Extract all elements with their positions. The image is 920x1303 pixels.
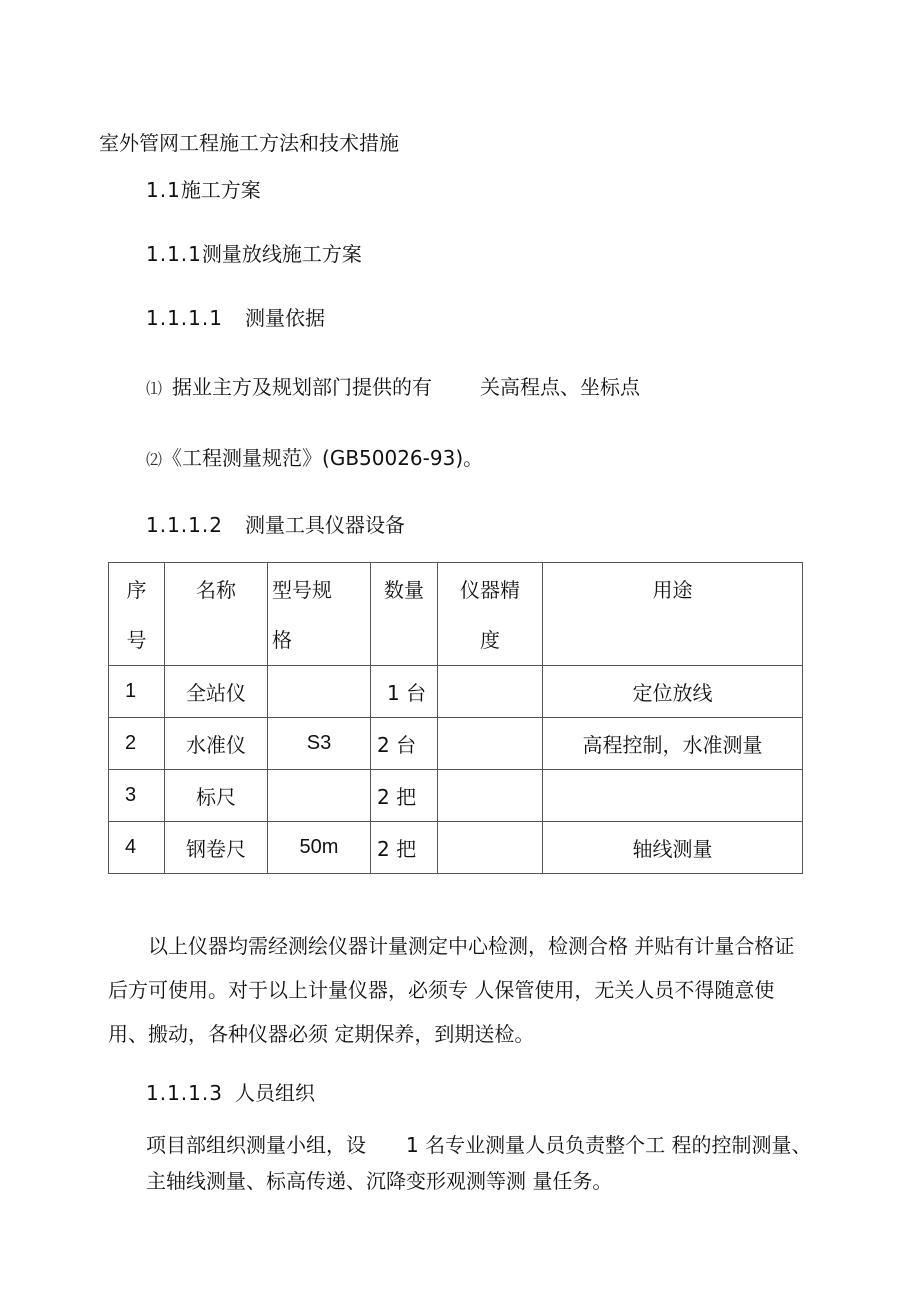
cell-name: 全站仪 — [165, 666, 268, 718]
item-text: 《工程测量规范》(GB50026-93)。 — [162, 446, 484, 470]
staff-organization-paragraph: 项目部组织测量小组，设 1 名专业测量人员负责整个工 程的控制测量、主轴线测量、标高传递、沉降变形观测等测 量任务。 — [146, 1133, 812, 1193]
header-precision: 仪器精 度 — [438, 563, 543, 666]
section-1-1-1-1-heading — [146, 304, 325, 332]
equipment-table — [108, 562, 803, 874]
section-1-1-1-heading — [146, 240, 362, 268]
cell-seq: 2 — [109, 718, 165, 770]
section-1-1-1-3-heading — [146, 1079, 315, 1107]
table-row — [109, 770, 803, 822]
section-title: 测量放线施工方案 — [201, 242, 362, 266]
basis-item-2 — [146, 444, 483, 474]
header-seq: 序 号 — [109, 563, 165, 666]
cell-usage: 轴线测量 — [543, 822, 803, 874]
cell-name: 水准仪 — [165, 718, 268, 770]
header-model: 型号规 格 — [268, 563, 371, 666]
item-text-part-a: 据业主方及规划部门提供的有 — [172, 375, 433, 399]
cell-model — [268, 666, 371, 718]
table-row — [109, 666, 803, 718]
cell-precision — [438, 718, 543, 770]
cell-usage — [543, 770, 803, 822]
cell-model: S3 — [268, 718, 371, 770]
section-number: 1.1 — [146, 178, 181, 202]
section-number: 1.1.1 — [146, 242, 202, 266]
item-index: ⑵ — [146, 450, 163, 469]
section-number: 1.1.1.3 — [146, 1081, 223, 1105]
cell-seq: 3 — [109, 770, 165, 822]
cell-qty: 2 台 — [371, 718, 438, 770]
cell-model: 50m — [268, 822, 371, 874]
document-title: 室外管网工程施工方法和技术措施 — [99, 131, 399, 155]
header-qty: 数量 — [371, 563, 438, 666]
item-text-part-b: 关高程点、坐标点 — [480, 375, 641, 399]
cell-qty: 2 把 — [371, 770, 438, 822]
table-header-row — [109, 563, 803, 666]
section-title: 施工方案 — [180, 178, 261, 202]
section-title: 测量工具仪器设备 — [244, 513, 405, 537]
header-name: 名称 — [165, 563, 268, 666]
section-title: 测量依据 — [244, 306, 325, 330]
cell-model — [268, 770, 371, 822]
section-number: 1.1.1.1 — [146, 306, 223, 330]
table-row — [109, 718, 803, 770]
instrument-note-paragraph: 以上仪器均需经测绘仪器计量测定中心检测，检测合格 并贴有计量合格证后方可使用。对于以上计量仪器，必须专 人保管使用，无关人员不得随意使用、搬动，各种仪器必须 定期保养，到期送检。 — [108, 934, 795, 1046]
cell-usage: 高程控制，水准测量 — [543, 718, 803, 770]
section-number: 1.1.1.2 — [146, 513, 223, 537]
cell-qty: 1 台 — [371, 666, 438, 718]
cell-precision — [438, 770, 543, 822]
cell-name: 钢卷尺 — [165, 822, 268, 874]
header-usage: 用途 — [543, 563, 803, 666]
cell-name: 标尺 — [165, 770, 268, 822]
basis-item-1 — [146, 373, 640, 403]
cell-usage: 定位放线 — [543, 666, 803, 718]
cell-precision — [438, 666, 543, 718]
cell-precision — [438, 822, 543, 874]
cell-seq: 1 — [109, 666, 165, 718]
cell-seq: 4 — [109, 822, 165, 874]
item-index: ⑴ — [146, 379, 163, 398]
table-row — [109, 822, 803, 874]
section-1-1-1-2-heading — [146, 511, 405, 539]
section-title: 人员组织 — [234, 1081, 315, 1105]
section-1-1-heading — [146, 176, 261, 204]
cell-qty: 2 把 — [371, 822, 438, 874]
